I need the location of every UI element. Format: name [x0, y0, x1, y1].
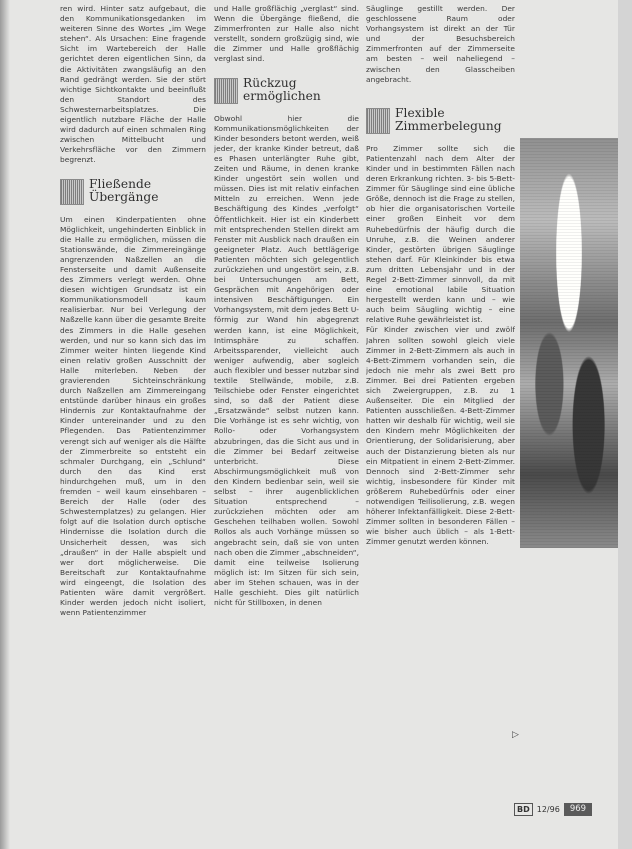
col3-intro-paragraph: Säuglinge gestillt werden. Der geschlossene Raum oder Vorhangsystem ist direkt an der Tür und der Besuchsbereich Zimmerfronten auf der Zimmerseite am besten – weil naheliegend – zwischen den Glasscheiben angebracht.: [366, 4, 515, 84]
section-heading-block: [366, 107, 515, 134]
col3-body-paragraph-2: Für Kinder zwischen vier und zwölf Jahren sollten sowohl gleich viele Zimmer in 2-Bett-Zimmern als auch in 4-Bett-Zimmern vorhanden sein, die jedoch nie mehr als zwei Bett pro Zimmer. Bei drei Patienten ergeben sich Zweiergruppen, z.B. zu 1 Außenseiter. Die ein Mitglied der Patienten ausschließen. 4-Bett-Zimmer hatten wir deshalb für wichtig, weil sie den Kindern mehr Möglichkeiten der Orientierung, der Solidarisierung, aber auch der Distanzierung bieten als nur ein Mitpatient in einem 2-Bett-Zimmer. Dennoch sind 2-Bett-Zimmer sehr wichtig, insbesondere für Kinder mit größerem Ruhebedürfnis oder einer notwendigen Teilisolierung, z.B. wegen höherer Infektanfälligkeit. Diese 2-Bett-Zimmer sollten in besonderen Fällen – wie bisher auch üblich – als 1-Bett-Zimmer genutzt werden können.: [366, 325, 515, 547]
text-column-3: [366, 4, 515, 844]
magazine-logo: BD: [514, 803, 533, 816]
col1-body-paragraph: Um einen Kinderpatienten ohne Möglichkeit, ungehinderten Einblick in die Halle zu ermöglichen, müssen die Stationswände, die Zimmereingänge angrenzenden Naßzellen an die Fensterseite und damit Außenseite des Zimmers verlegt werden. Ohne diesen wichtigen Grundsatz ist ein Kommunikationsmodell kaum realisierbar. Nur bei Verlegung der Naßzelle kann über die gesamte Breite des Zimmers in die Halle gesehen werden, und nur so kann sich das im Zimmer weiter hinten liegende Kind einen relativ großen Ausschnitt der Halle miterleben. Neben der gravierenden Sichteinschränkung durch Naßzellen am Zimmereingang entstünde darüber hinaus ein großes Hindernis zur Kontaktaufnahme der Kinder untereinander und zu den Pflegenden. Das Patientenzimmer verengt sich auf weniger als die Hälfte der Zimmerbreite so entsteht ein schmaler Durchgang, ein „Schlund“ durch den das Kind erst hindurchgehen muß, um in den fremden – weil kaum einsehbaren – Bereich der Halle (oder des Schwesternplatzes) zu gelangen. Hier folgt auf die Isolation durch optische Hindernisse die Isolation durch die Unsicherheit dessen, was sich „draußen“ in der Halle abspielt und wer dort möglicherweise. Die Bereitschaft zur Kontaktaufnahme wird eingeengt, die Isolation des Patienten wäre damit vergrößert. Kinder werden jedoch nicht isoliert, wenn Patientenzimmer: [60, 214, 206, 618]
child-photo: [520, 138, 618, 548]
section-marker-icon: [366, 108, 390, 134]
col2-intro-paragraph: und Halle großflächig „verglast“ sind. Wenn die Übergänge fließend, die Zimmerfronten zur Halle also nicht verstellt, sondern großzügig sind, wie die Zimmer und Halle großflächig verglast sind.: [214, 4, 359, 64]
section-marker-icon: [60, 179, 84, 205]
page-edge-shadow: [0, 0, 10, 849]
col3-body-paragraph-1: Pro Zimmer sollte sich die Patientenzahl nach dem Alter der Kinder und in bestimmten Fällen nach deren Erkrankung richten. 3- bis 5-Bett-Zimmer für Säuglinge sind eine übliche Größe, dennoch ist die Frage zu stellen, ob hier die organisatorischen Vorteile einer großen Einheit vor dem Ruhebedürfnis der häufig durch die Unruhe, z.B. die Weinen anderer Kinder, gestörten übrigen Säuglinge stehen darf. Für Kleinkinder bis etwa zum dritten Lebensjahr und in der Regel 2-Bett-Zimmer sinnvoll, da mit eine emotional labile Situation hergestellt werden kann und – wie auch beim Säugling wichtig – eine relative Ruhe gewährleistet ist.: [366, 143, 515, 325]
section-marker-icon: [214, 78, 238, 104]
text-column-1: [60, 4, 206, 844]
col2-body-paragraph: Obwohl hier die Kommunikationsmöglichkeiten der Kinder besonders betont werden, weiß jeder, der kranke Kinder betreut, daß es Phasen unterlängter Ruhe gibt, Zeiten und Räume, in denen kranke Kinder ungestört sein wollen und müssen. Dies ist mit relativ einfachen Mitteln zu erreichen. Wenn jede Beschäftigung des Kindes „verfolgt“ Öffentlichkeit. Hier ist ein Kinderbett mit entsprechenden Stellen direkt am Fenster mit Ausblick nach draußen ein geeigneter Platz. Auch bettlägerige Patienten möchten sich gelegentlich zurückziehen und ungestört sein, z.B. bei Untersuchungen am Bett, Gesprächen mit Angehörigen oder intensiven Beschäftigungen. Ein Vorhangsystem, mit dem jedes Bett U-förmig zur Wand hin abgegrenzt werden kann, ist eine Möglichkeit, Intimsphäre zu schaffen. Arbeitssparender, vielleicht auch weniger aufwendig, aber sogleich auch flexibler und besser nutzbar sind textile Stellwände, mobile, z.B. Teilschiebe oder Fenster eingerichtet sind, so daß der Patient diese „Ersatzwände“ selbst nutzen kann. Die Vorhänge ist es sehr wichtig, von Rollo- oder Vorhangsystem abzubringen, das die Sicht aus und in die Zimmer bei Bedarf zeitweise unterbricht. Diese Abschirmungsmöglichkeit muß von den Kindern bedienbar sein, weil sie selbst – ihrer augenblicklichen Situation entsprechend – zurückziehen möchten oder am Geschehen teilhaben wollen. Sowohl Rollos als auch Vorhänge müssen so angebracht sein, daß sie von unten nach oben die Zimmer „abschneiden“, damit eine teilweise Isolierung möglich ist: Im Sitzen für sich sein, aber im Stehen schauen, was in der Halle geschieht. Dies gilt natürlich nicht für Stillboxen, in denen: [214, 113, 359, 608]
section-heading: Fließende Übergänge: [89, 176, 159, 204]
text-column-2: [214, 4, 359, 844]
page-footer: [514, 802, 592, 816]
col1-intro-paragraph: ren wird. Hinter satz aufgebaut, die den Kommunikationsgedanken im weiteren Sinne des Wortes „im Wege stehen“. Als Ursachen: Eine fragende Sicht im Wartebereich der Halle gerichtet deren eigentlichen Sinn, da die Aktivitäten zwangsläufig an den Rand gedrängt werden. Sie der stört wichtige Sichtkontakte und beeinflußt den Standort des Schwesternarbeitsplatzes. Die eigentlich nutzbare Fläche der Halle wird dadurch auf einen schmalen Ring zwischen Mittelbucht und Verkehrsfläche vor den Zimmern begrenzt.: [60, 4, 206, 165]
section-heading-block: [60, 178, 206, 205]
continue-arrow-icon: ▷: [512, 730, 519, 740]
issue-number: 12/96: [536, 804, 560, 814]
section-heading: Rückzug ermöglichen: [243, 75, 321, 103]
section-heading-block: [214, 77, 359, 104]
section-heading: Flexible Zimmerbelegung: [395, 105, 502, 133]
page-number: 969: [564, 803, 592, 816]
